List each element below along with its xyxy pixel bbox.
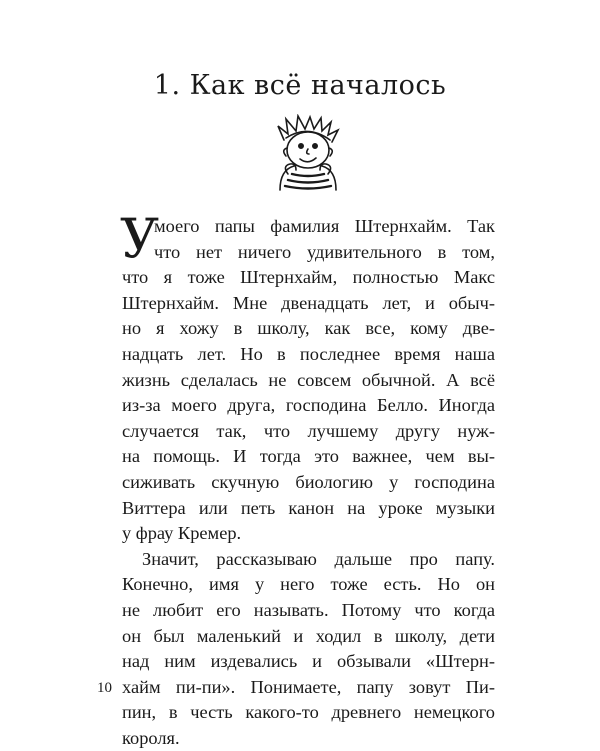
text-line: короля. (122, 727, 180, 748)
text-line: у фрау Кремер. (122, 523, 242, 544)
boy-portrait-illustration (266, 114, 350, 192)
chapter-title: 1. Как всё началось (153, 70, 447, 101)
text-line: Штернхайм. Мне двенадцать лет, и обыч- (122, 292, 495, 313)
page-number: 10 (97, 680, 112, 696)
text-line: хайм пи-пи». Понимаете, папу зовут Пи- (122, 676, 495, 697)
text-line: Значит, рассказываю дальше про папу. (142, 548, 495, 569)
text-line: надцать лет. Но в последнее время наша (122, 343, 495, 364)
text-line: моего папы фамилия Штернхайм. Так (154, 216, 495, 236)
text-line: пин, в честь какого-то древнего немецкого (122, 702, 495, 723)
text-line: на помощь. И тогда это важнее, чем вы- (122, 446, 495, 467)
text-line: что нет ничего удивительного в том, (154, 241, 495, 262)
text-line: он был маленький и ходил в школу, дети (122, 625, 495, 646)
text-line: Виттера или петь канон на уроке музыки (122, 497, 495, 518)
text-line: Конечно, имя у него тоже есть. Но он (122, 574, 495, 595)
text-line: не любит его называть. Потому что когда (122, 599, 495, 620)
body-text (120, 207, 495, 751)
boy-icon (266, 114, 350, 192)
text-line: из-за моего друга, господина Белло. Иногда (122, 395, 495, 416)
text-line: жизнь сделалась не совсем обычной. А всё (122, 369, 495, 390)
text-line: случается так, что лучшему другу нуж- (122, 420, 495, 441)
text-line: но я хожу в школу, как все, кому две- (122, 318, 495, 339)
drop-cap: У (120, 207, 160, 270)
text-line: над ним издевались и обзывали «Штерн- (122, 651, 495, 672)
text-line: сиживать скучную биологию у господина (122, 471, 495, 492)
text-line: что я тоже Штернхайм, полностью Макс (122, 267, 495, 288)
